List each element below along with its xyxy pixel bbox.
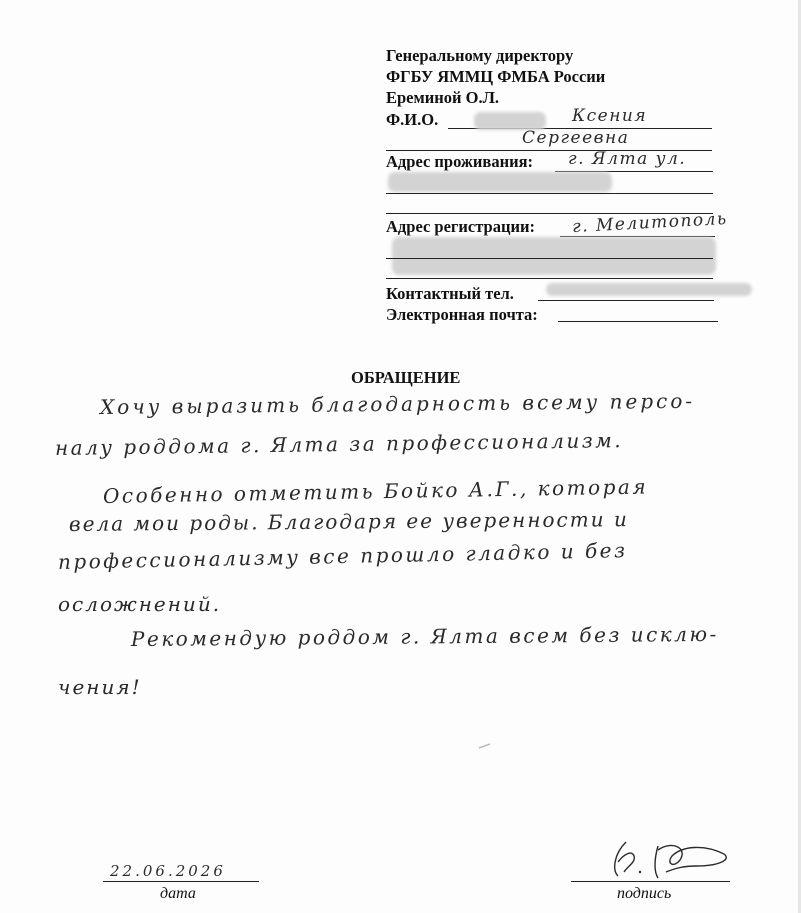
body-line-3: Особенно отметить Бойко А.Г., которая	[102, 474, 649, 508]
body-line-2: налу роддома г. Ялта за профессионализм.	[54, 428, 624, 460]
phone-label: Контактный тел.	[386, 284, 514, 303]
registration-label: Адрес регистрации:	[386, 217, 535, 236]
body-line-4: вела мои роды. Благодаря ее уверенности и	[68, 507, 629, 536]
signature-drawing	[596, 832, 736, 884]
fio-handwritten-second: Сергеевна	[522, 128, 630, 148]
body-line-5: профессионализму все прошло гладко и без	[57, 538, 628, 574]
residence-line-2	[386, 193, 713, 194]
date-caption: дата	[160, 885, 196, 902]
body-line-1: Хочу выразить благодарность всему персо-	[99, 388, 696, 419]
fio-label: Ф.И.О.	[386, 110, 439, 129]
addressee-name: Ереминой О.Л.	[386, 88, 500, 107]
phone-line	[538, 300, 714, 301]
body-line-6: осложнений.	[58, 592, 222, 616]
signature-line	[571, 881, 730, 882]
date-value: 22.06.2026	[110, 862, 226, 880]
residence-handwritten: г. Ялта ул.	[568, 149, 687, 169]
body-line-7: Рекомендую роддом г. Ялта всем без исклю-	[130, 621, 719, 651]
date-line	[103, 881, 259, 882]
document-title: ОБРАЩЕНИЕ	[351, 368, 461, 387]
registration-redaction	[392, 237, 716, 275]
residence-label: Адрес проживания:	[386, 152, 534, 171]
residence-redaction	[388, 172, 612, 192]
registration-line-3	[386, 278, 713, 279]
addressee-title: Генеральному директору	[386, 46, 574, 65]
email-line	[558, 321, 718, 322]
email-label: Электронная почта:	[386, 305, 538, 324]
phone-redaction	[546, 283, 752, 296]
ink-mark	[478, 742, 492, 750]
fio-handwritten-first: Ксения	[572, 106, 648, 126]
signature-caption: подпись	[617, 885, 672, 902]
registration-handwritten: г. Мелитополь	[571, 208, 729, 238]
addressee-organization: ФГБУ ЯММЦ ФМБА России	[386, 67, 606, 86]
body-line-8: чения!	[58, 675, 142, 699]
registration-line-2	[386, 258, 713, 259]
